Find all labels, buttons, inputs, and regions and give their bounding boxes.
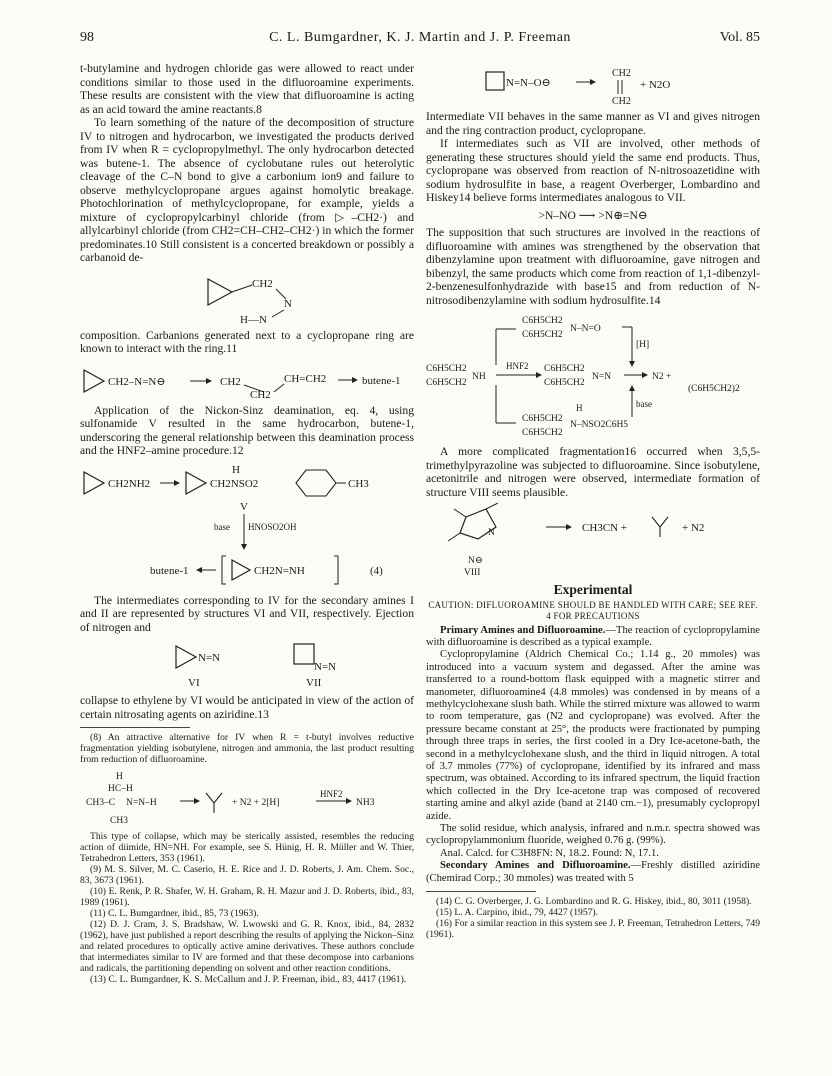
- vii-nn: N=N: [314, 661, 337, 673]
- reagent-label: HNOSO2OH: [248, 521, 297, 532]
- footnote-rule: [426, 891, 536, 892]
- footnote-16: (16) For a similar reaction in this system see J. P. Freeman, Tetrahedron Letters, 749 (1961).: [426, 918, 760, 941]
- caution-notice: CAUTION: DIFLUOROAMINE SHOULD BE HANDLED WITH CARE; SEE REF. 4 FOR PRECAUTIONS: [428, 599, 758, 621]
- compound-v-label: V: [240, 500, 248, 513]
- product-butene: butene-1: [150, 564, 189, 577]
- section-heading: Experimental: [553, 582, 633, 597]
- footnote-12: (12) D. J. Cram, J. S. Bradshaw, W. Lwowski and G. R. Knox, ibid., 84, 2832 (1962), have just published a report describing the results of applying the Nickon–Sinz and related procedures to optically active amine derivatives. These authors conclude that intermediates similar to IV are formed and that these decompose into carbanions and radicals, the partitioning depending on solvent and other reaction conditions.: [80, 919, 414, 974]
- footnotes: [80, 732, 414, 985]
- footnote-9: (9) M. S. Silver, M. C. Caserio, H. E. Rice and J. D. Roberts, J. Am. Chem. Soc., 83, 3673 (1961).: [80, 864, 414, 886]
- ch2-bottom: CH2: [612, 96, 631, 106]
- label-vii: VII: [306, 677, 322, 689]
- equation-4-nickon-sinz: [80, 462, 414, 590]
- scheme-left-bz1: C6H5CH2: [426, 364, 467, 374]
- scheme-top-bz1: C6H5CH2: [522, 316, 563, 326]
- structure-viii-fragmentation: [426, 503, 760, 577]
- amine-label: CH2NH2: [108, 477, 151, 490]
- scheme-nh: NH: [472, 372, 486, 382]
- n-label: N: [284, 297, 292, 310]
- fn8-nn: N=N–H: [126, 798, 157, 808]
- fn8-hc: HC–H: [108, 784, 133, 794]
- vi-nn: N=N: [198, 652, 221, 664]
- footnote-13: (13) C. L. Bumgardner, K. S. McCallum and J. P. Freeman, ibid., 83, 4417 (1961).: [90, 974, 407, 985]
- scheme-base: base: [636, 399, 652, 409]
- fn8-ch3c: CH3–C: [86, 798, 116, 808]
- fn8-reagent: HNF2: [320, 789, 343, 799]
- viii-acetonitrile: CH3CN +: [582, 522, 628, 534]
- fn8-products: + N2 + 2[H]: [232, 798, 280, 808]
- analysis-line: Anal. Calcd. for C3H8FN: N, 18.2. Found: N, 17.1.: [440, 847, 659, 859]
- paragraph: t-butylamine and hydrogen chloride gas were allowed to react under conditions similar to those used in the difluoroamine experiments. These results are consistent with the view that difluoroamine is acting as an acid toward the amine reactants.8: [80, 62, 414, 116]
- sulfonamide-label: CH2NSO2: [210, 477, 259, 490]
- scheme-h: H: [576, 403, 583, 413]
- paragraph: collapse to ethylene by VI would be anticipated in view of the action of certain nitrosating agents on aziridine.13: [80, 694, 414, 721]
- carbanion-ch2-a: CH2: [220, 375, 241, 388]
- scheme-left-bz2: C6H5CH2: [426, 378, 467, 388]
- nitroso-anion-label: N=N–O⊖: [506, 77, 551, 89]
- paragraph: To learn something of the nature of the decomposition of structure IV to nitrogen and hydrocarbon, we investigated the products derived from IV when R = cyclopropylmethyl. The only hydrocarbon detected was butene-1. The absence of cyclobutane rules out heterolytic cleavage of the C–N bond to give a carbonium ion9 and failure to observe methylcyclopropane argues against homolytic breakage. Photochlorination of methylcyclopropane, for example, yields a mixture of cyclopropylcarbinyl chloride (from ▷–CH2·) and allylcarbinyl chloride (from CH2=CH–CH2–CH2·) in which the former predominates.10 Still consistent is a concerted breakdown or possibly a carbanoid de-: [80, 116, 414, 264]
- scheme-reduction: [H]: [636, 340, 650, 350]
- vii-decomposition-equation: [426, 66, 760, 106]
- right-column: [426, 62, 760, 940]
- scheme-mid-bz1: C6H5CH2: [544, 364, 585, 374]
- concerted-breakdown-structure: [80, 269, 414, 325]
- hn-label: H—N: [240, 313, 267, 325]
- run-in-text: —The reaction of cyclopropylamine with difluoroamine is described as a typical example.: [426, 624, 760, 648]
- n2o-label: + N2O: [640, 79, 671, 91]
- running-title: C. L. Bumgardner, K. J. Martin and J. P. Freeman: [269, 30, 571, 45]
- paragraph: If intermediates such as VII are involved, other methods of generating these structures should yield the same end products. Thus, cyclopropane was observed from reaction of N-nitrosoazetidine with sodium hydrosulfite in base, a reagent Overberger, Lombardino and Hiskey14 believe forms intermediates analogous to VII.: [426, 137, 760, 204]
- viii-n2: + N2: [682, 522, 705, 534]
- footnote-8-continued: This type of collapse, which may be sterically assisted, resembles the reducing action of diimide, HN=NH. For example, see S. Hünig, H. R. Müller and W. Thier, Tetrahedron Letters, 353 (1961).: [80, 831, 414, 864]
- carbanion-left: CH2–N=N⊖: [108, 375, 166, 388]
- footnote-8: (8) An attractive alternative for IV when R = t-butyl involves reductive fragmentation yielding isobutylene, nitrogen and ammonia, the last product resulting from reduction of difluoroamine.: [80, 732, 414, 765]
- label-vi: VI: [188, 677, 200, 689]
- fn8-h: H: [116, 772, 123, 782]
- product-label: butene-1: [362, 374, 401, 387]
- scheme-bibenzyl: (C6H5CH2)2: [688, 384, 740, 394]
- equation-number: (4): [370, 564, 383, 577]
- h-label: H: [232, 463, 240, 476]
- footnote-11: (11) C. L. Bumgardner, ibid., 85, 73 (1963).: [90, 908, 259, 919]
- ch2-top: CH2: [612, 68, 631, 79]
- dibenzyl-reaction-scheme: [426, 311, 760, 441]
- footnote-10: (10) E. Renk, P. R. Shafer, W. H. Graham, R. H. Mazur and J. D. Roberts, ibid., 83, 1989 (1961).: [80, 886, 414, 908]
- footnote-8-equation: [80, 769, 414, 827]
- paragraph: [426, 860, 760, 885]
- running-header: [80, 30, 760, 50]
- paragraph: Intermediate VII behaves in the same manner as VI and gives nitrogen and the ring contraction product, cyclopropane.: [426, 110, 760, 137]
- label-viii: VIII: [464, 568, 481, 577]
- scheme-n2: N2 +: [652, 372, 672, 382]
- base-label: base: [214, 521, 230, 532]
- volume-number: Vol. 85: [719, 30, 760, 45]
- footnote-14: (14) C. G. Overberger, J. G. Lombardino and R. G. Hiskey, ibid., 80, 3011 (1958).: [436, 896, 752, 908]
- paragraph: The intermediates corresponding to IV for the secondary amines I and II are represented by structures VI and VII, respectively. Ejection of nitrogen and: [80, 593, 414, 634]
- run-in-text: —Freshly distilled aziridine (Chemirad Corp.; 30 mmoles) was treated with 5: [426, 860, 760, 884]
- scheme-reagent: HNF2: [506, 361, 529, 371]
- scheme-top-bz2: C6H5CH2: [522, 330, 563, 340]
- ch2-label: CH2: [252, 277, 273, 290]
- paragraph: A more complicated fragmentation16 occurred when 3,5,5-trimethylpyrazoline was subjected to difluoroamine. Since isobutylene, acetonitrile and nitrogen were observed, intermediate formation of structure VIII seems plausible.: [426, 445, 760, 499]
- paragraph: [426, 625, 760, 650]
- scheme-mid-bz2: C6H5CH2: [544, 378, 585, 388]
- scheme-diazene: N=N: [592, 372, 612, 382]
- footnotes: [426, 896, 760, 940]
- diazene-intermediate: CH2N=NH: [254, 564, 305, 577]
- paragraph: The solid residue, which analysis, infrared and n.m.r. spectra showed was cyclopropylammonium fluoride, weighed 0.76 g. (99%).: [426, 823, 760, 847]
- methyl-label: CH3: [348, 477, 369, 490]
- structures-vi-vii: [80, 638, 414, 690]
- run-in-heading: Primary Amines and Difluoroamine.: [440, 624, 606, 636]
- carbanion-ring-opening: [80, 360, 414, 400]
- experimental-body: [426, 625, 760, 886]
- paragraph: The supposition that such structures are involved in the reactions of difluoroamine with amines was strengthened by the observation that dibenzylamine upon treatment with difluoroamine, gave nitrogen and bibenzyl, the same products which come from reaction of 1,1-dibenzyl-2-benzenesulfonhydrazide with base15 and from reduction of N-nitrosodibenzylamine with sodium hydrosulfite.14: [426, 226, 760, 307]
- viii-n: N: [488, 528, 495, 538]
- footnote-rule: [80, 727, 190, 728]
- vinyl-label: CH=CH2: [284, 372, 327, 385]
- carbanion-ch2-b: CH2: [250, 388, 271, 400]
- fn8-ch3: CH3: [110, 816, 128, 826]
- scheme-bottom-bz2: C6H5CH2: [522, 428, 563, 438]
- nitroso-equation: >N–NO ⟶ >N⊕=N⊖: [538, 208, 648, 222]
- paragraph: Cyclopropylamine (Aldrich Chemical Co.; 1.14 g., 20 mmoles) was introduced into a vacuum system and degassed. After the amine was transferred to a round-bottom flask equipped with a magnetic stirrer and manometer, difluoroamine4 (4.8 mmoles) was condensed in by means of a methylcyclohexane slush bath. While the stirred mixture was allowed to warm to room temperature, gas (N2 and cyclopropane) was evolved. After the pressure became constant at 25°, the products were fractionated by pumping through three traps in series, the first cooled in a Dry Ice-acetone-bath, the second in a methylcyclohexane slush, and the third in liquid nitrogen. A total of 3.7 mmoles (77%) of cyclopropane, identified by its infrared and mass spectrum, was obtained. According to its infrared spectrum, the liquid fraction which collected in the Dry Ice-acetone trap was composed of recovered starting amine and alkyl azide (band at 2140 cm.−1), presumably cyclopropyl azide.: [426, 649, 760, 822]
- scheme-sulfonhydrazide: N–NSO2C6H5: [570, 420, 629, 430]
- fn8-ammonia: NH3: [356, 798, 375, 808]
- left-column: [80, 62, 414, 985]
- scheme-nitrosamine: N–N=O: [570, 324, 601, 334]
- viii-n-minus: N⊖: [468, 556, 483, 566]
- paragraph: Application of the Nickon-Sinz deamination, eq. 4, using sulfonamide V resulted in the same hydrocarbon, butene-1, underscoring the general relationship between this deamination process and the HNF2–amine procedure.12: [80, 403, 414, 457]
- paragraph: composition. Carbanions generated next to a cyclopropane ring are known to interact with the ring.11: [80, 328, 414, 355]
- run-in-heading: Secondary Amines and Difluoroamine.: [440, 860, 631, 872]
- footnote-15: (15) L. A. Carpino, ibid., 79, 4427 (1957).: [436, 907, 599, 919]
- scheme-bottom-bz1: C6H5CH2: [522, 414, 563, 424]
- page-number: 98: [80, 30, 94, 45]
